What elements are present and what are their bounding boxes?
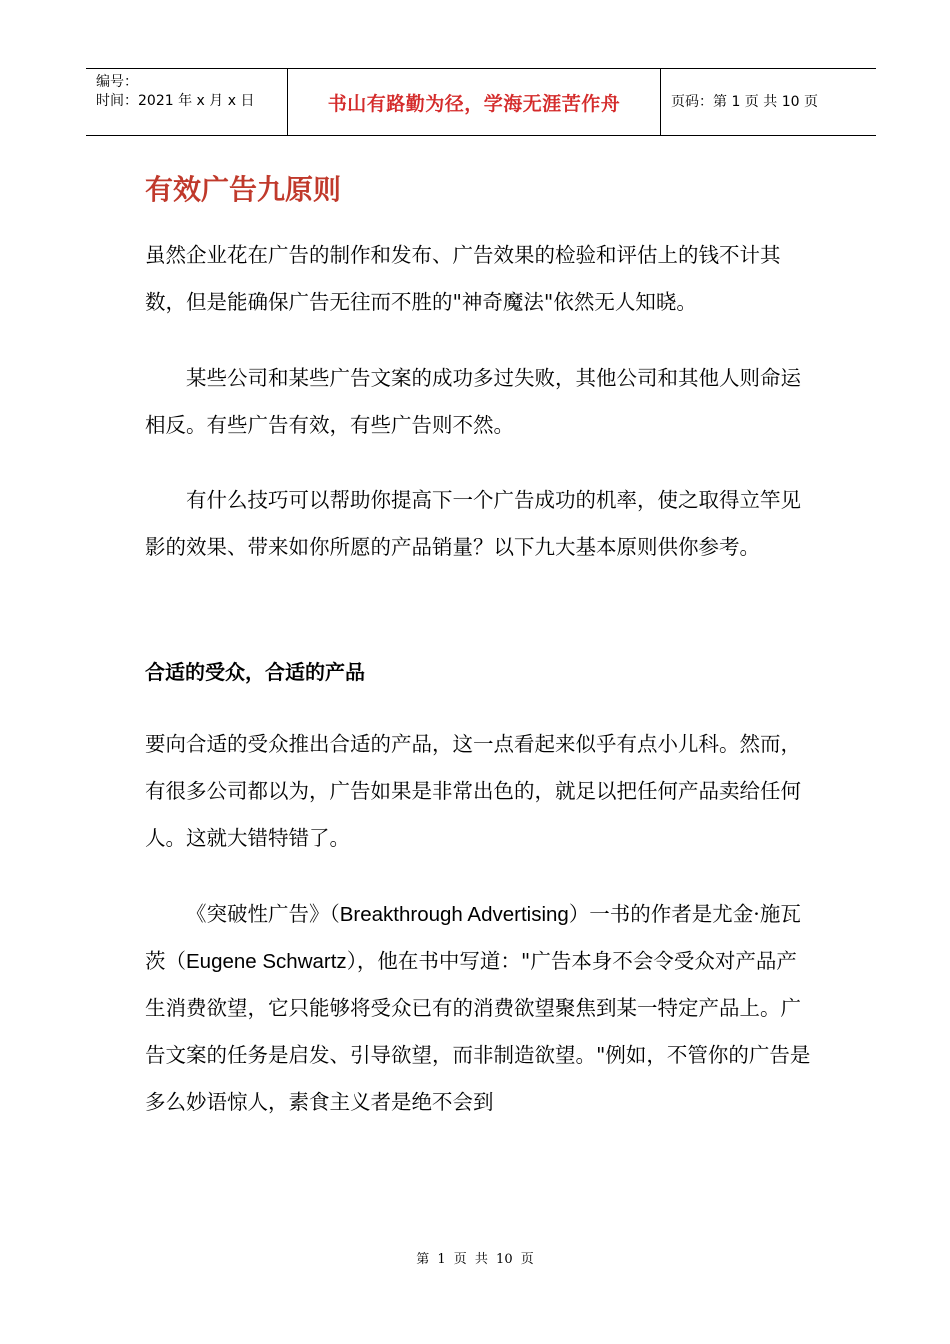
paragraph-5 (145, 891, 817, 1126)
header-page-cell (661, 69, 876, 135)
paragraph-5-text-c: ），他在书中写道："广告本身不会令受众对产品产生消费欲望，它只能够将受众已有的消费欲望聚焦到某一特定产品上。广告文案的任务是启发、引导欲望，而非制造欲望。"例如，不管你的广告是多么妙语惊人，素食主义者是绝不会到 (145, 949, 811, 1114)
paragraph-3: 有什么技巧可以帮助你提高下一个广告成功的机率，使之取得立竿见影的效果、带来如你所愿的产品销量？以下九大基本原则供你参考。 (145, 488, 801, 559)
paragraph-5-text-b: ）一书的作者是尤金·施瓦茨（ (145, 902, 801, 973)
paragraph-5-text-a: 《突破性广告》（ (186, 902, 340, 926)
paragraph-2: 某些公司和某些广告文案的成功多过失败，其他公司和其他人则命运相反。有些广告有效，有些广告则不然。 (145, 366, 801, 437)
page-footer: 第 1 页 共 10 页 (416, 1252, 534, 1267)
header-info-cell (86, 69, 288, 135)
serial-label: 编号： (96, 74, 138, 90)
header-motto-cell (288, 69, 661, 135)
book-title-english: Breakthrough Advertising (339, 903, 569, 926)
paragraph-1: 虽然企业花在广告的制作和发布、广告效果的检验和评估上的钱不计其数，但是能确保广告无往而不胜的"神奇魔法"依然无人知晓。 (145, 243, 781, 314)
paragraph-4: 要向合适的受众推出合适的产品，这一点看起来似乎有点小儿科。然而，有很多公司都以为，广告如果是非常出色的，就足以把任何产品卖给任何人。这就大错特错了。 (145, 732, 801, 850)
header-table (86, 68, 876, 136)
document-title: 有效广告九原则 (145, 173, 342, 206)
page-info: 页码：第 1 页 共 10 页 (671, 94, 818, 110)
date-line: 时间：2021 年 x 月 x 日 (96, 93, 255, 109)
author-name-english: Eugene Schwartz (186, 950, 347, 973)
motto: 书山有路勤为径，学海无涯苦作舟 (327, 92, 621, 115)
section-heading: 合适的受众，合适的产品 (145, 660, 365, 684)
